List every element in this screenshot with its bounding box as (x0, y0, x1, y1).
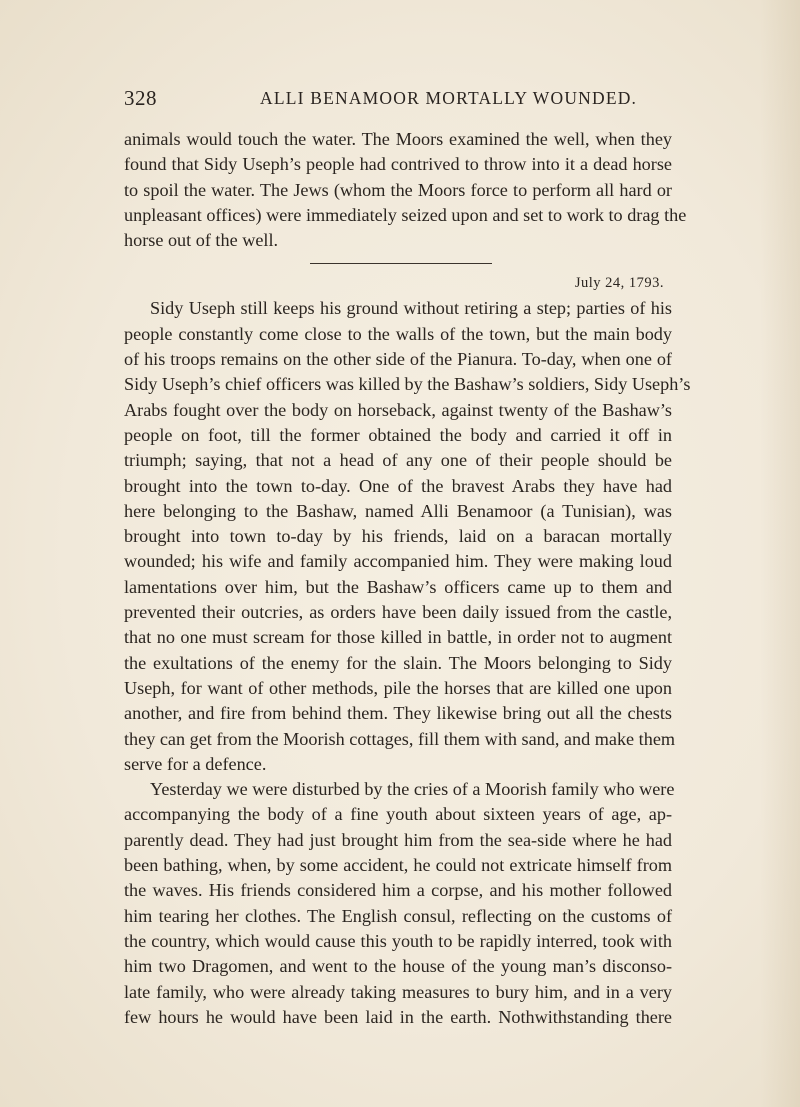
text-line: horse out of the well. (124, 230, 279, 251)
running-head (124, 86, 672, 114)
text-line: unpleasant offices) were immediately seized upon and set to work to drag the (124, 204, 687, 225)
text-line: that no one must scream for those killed in battle, in order not to augment (124, 627, 672, 648)
text-line: Sidy Useph still keeps his ground without retiring a step; parties of his (150, 298, 672, 319)
running-head-title: ALLI BENAMOOR MORTALLY WOUNDED. (260, 88, 638, 108)
text-line: of his troops remains on the other side of the Pianura. To-day, when one of (124, 349, 672, 370)
text-line: lamentations over him, but the Bashaw’s officers came up to them and (124, 576, 672, 597)
paragraph-1 (124, 127, 687, 253)
page-number: 328 (124, 86, 157, 110)
text-line: the waves. His friends considered him a corpse, and his mother followed (124, 880, 672, 901)
text-line: wounded; his wife and family accompanied him. They were making loud (124, 551, 672, 572)
text-line: triumph; saying, that not a head of any one of their people should be (124, 450, 672, 471)
text-line: the country, which would cause this youth to be rapidly interred, took with (124, 930, 672, 951)
section-divider (124, 253, 672, 271)
text-line: been bathing, when, by some accident, he could not extricate himself from (124, 855, 672, 876)
page-edge-shading (760, 0, 800, 1107)
text-line: the exultations of the enemy for the slain. The Moors belonging to Sidy (124, 652, 672, 673)
text-line: Yesterday we were disturbed by the cries of a Moorish family who were (150, 779, 675, 800)
text-line: accompanying the body of a fine youth about sixteen years of age, ap- (124, 804, 672, 825)
text-line: late family, who were already taking measures to bury him, and in a very (124, 981, 672, 1002)
text-line: him two Dragomen, and went to the house of the young man’s disconso- (124, 956, 672, 977)
text-line: brought into the town to-day. One of the bravest Arabs they have had (124, 475, 672, 496)
text-line: serve for a defence. (124, 753, 267, 774)
text-line: people on foot, till the former obtained the body and carried it off in (124, 424, 672, 445)
text-line: they can get from the Moorish cottages, fill them with sand, and make them (124, 728, 676, 749)
text-line: Arabs fought over the body on horseback, against twenty of the Bashaw’s (124, 399, 672, 420)
text-line: Sidy Useph’s chief officers was killed by the Bashaw’s soldiers, Sidy Useph’s (124, 374, 691, 395)
text-line: him tearing her clothes. The English consul, reflecting on the customs of (124, 905, 672, 926)
text-line: to spoil the water. The Jews (whom the Moors force to perform all hard or (124, 179, 672, 200)
paragraph-3 (124, 777, 675, 1030)
text-line: people constantly come close to the walls of the town, but the main body (124, 323, 672, 344)
body-text (124, 127, 691, 1030)
dateline-text: July 24, 1793. (574, 275, 664, 292)
text-line: brought into town to-day by his friends, laid on a baracan mortally (124, 526, 672, 547)
text-line: animals would touch the water. The Moors examined the well, when they (124, 129, 672, 149)
dateline (124, 271, 672, 296)
text-line: Useph, for want of other methods, pile the horses that are killed one upon (124, 677, 672, 698)
text-line: another, and fire from behind them. They likewise bring out all the chests (124, 703, 672, 724)
paragraph-2 (124, 296, 691, 777)
text-line: prevented their outcries, as orders have been daily issued from the castle, (124, 602, 672, 623)
text-line: here belonging to the Bashaw, named Alli Benamoor (a Tunisian), was (124, 500, 672, 521)
text-line: few hours he would have been laid in the earth. Nothwithstanding there (124, 1006, 672, 1027)
section-rule (310, 263, 492, 264)
text-line: found that Sidy Useph’s people had contrived to throw into it a dead horse (124, 154, 672, 175)
text-line: parently dead. They had just brought him from the sea-side where he had (124, 829, 672, 850)
